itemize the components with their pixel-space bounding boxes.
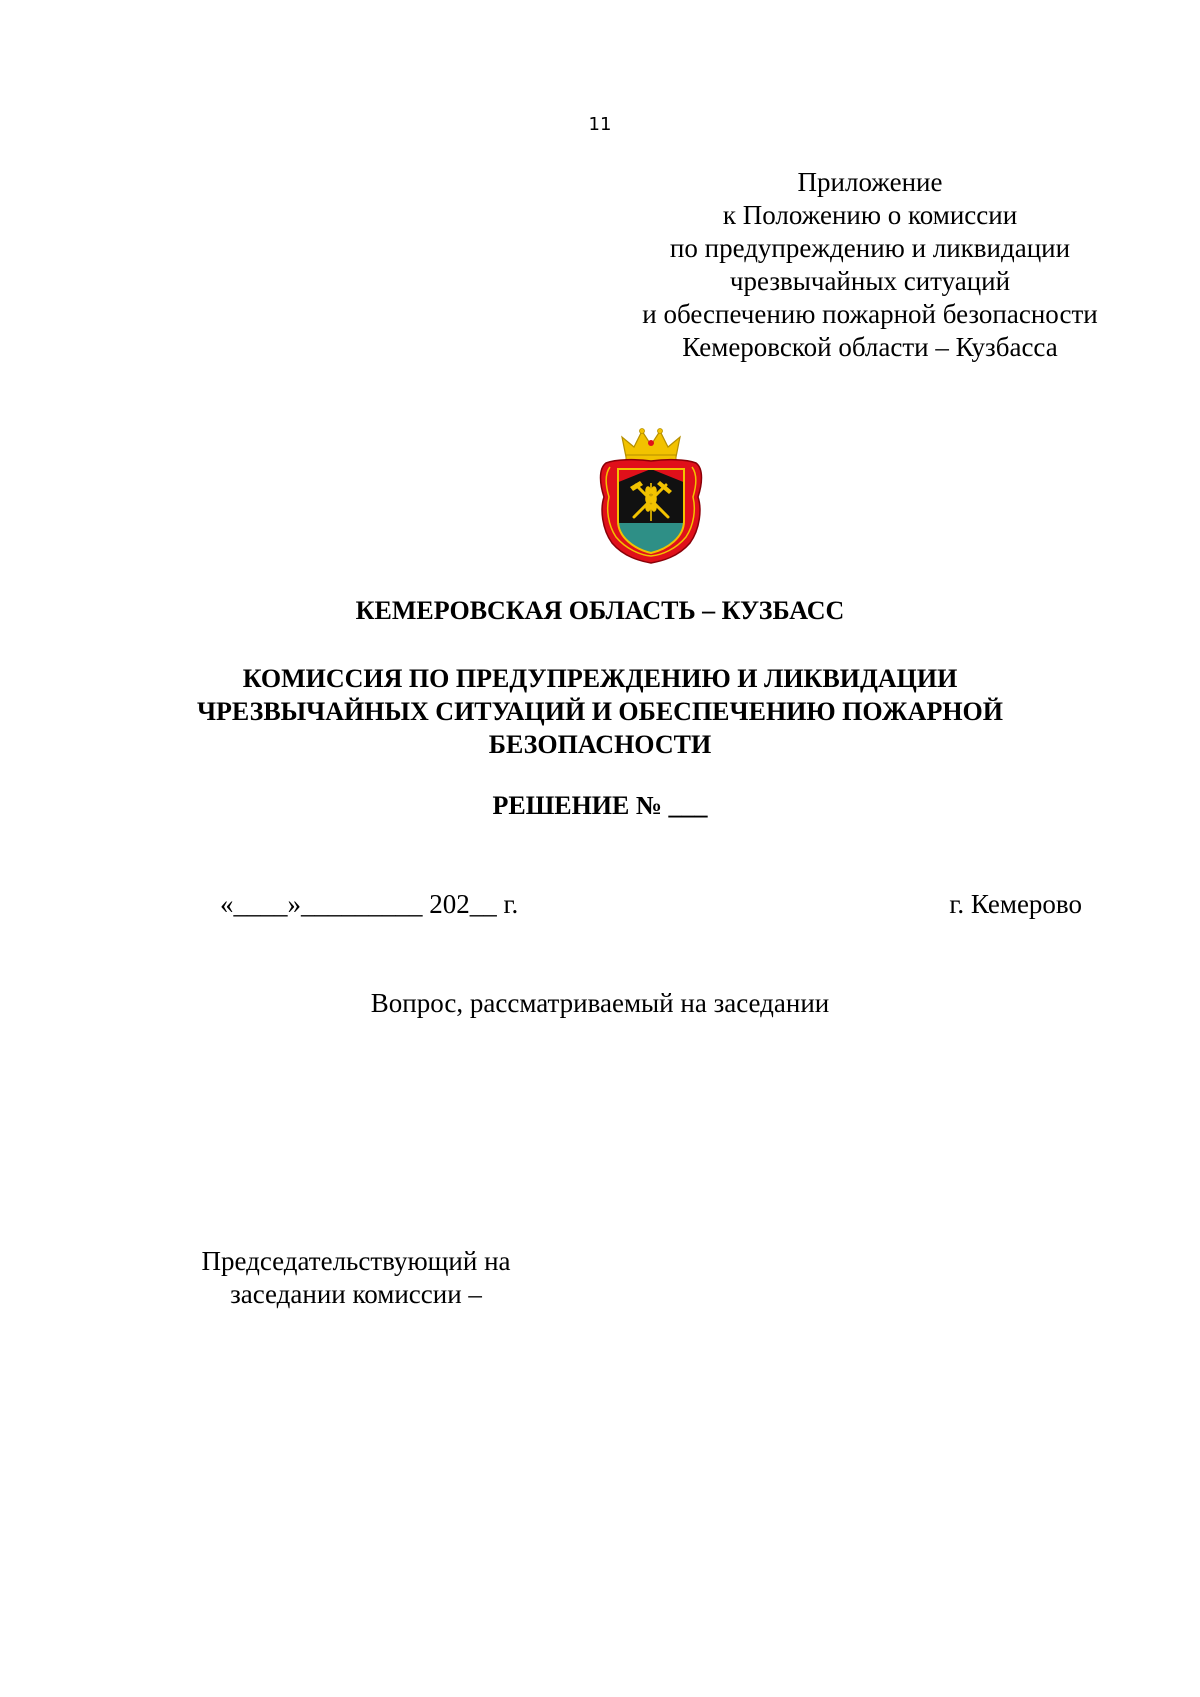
chair-signature-block <box>186 1245 526 1311</box>
appendix-line: и обеспечению пожарной безопасности <box>642 299 1098 329</box>
appendix-line: Приложение <box>797 167 943 197</box>
crown-icon <box>622 429 680 462</box>
question-heading: Вопрос, рассматриваемый на заседании <box>370 988 830 1018</box>
date-placeholder: «____»_________ 202__ г. <box>220 889 519 919</box>
commission-title-line: БЕЗОПАСНОСТИ <box>488 730 712 759</box>
appendix-line: Кемеровской области – Кузбасса <box>682 332 1058 362</box>
appendix-line: к Положению о комиссии <box>722 200 1018 230</box>
commission-title-line: ЧРЕЗВЫЧАЙНЫХ СИТУАЦИЙ И ОБЕСПЕЧЕНИЮ ПОЖАРНОЙ <box>196 697 1004 726</box>
chair-line: Председательствующий на <box>201 1246 511 1276</box>
appendix-line: чрезвычайных ситуаций <box>729 266 1011 296</box>
page-number: 11 <box>588 114 612 135</box>
appendix-line: по предупреждению и ликвидации <box>669 233 1071 263</box>
commission-title-line: КОМИССИЯ ПО ПРЕДУПРЕЖДЕНИЮ И ЛИКВИДАЦИИ <box>242 664 958 693</box>
decision-heading: РЕШЕНИЕ № ___ <box>492 791 708 820</box>
region-title: КЕМЕРОВСКАЯ ОБЛАСТЬ – КУЗБАСС <box>355 596 845 625</box>
chair-line: заседании комиссии – <box>230 1279 482 1309</box>
city-label: г. Кемерово <box>949 889 1082 919</box>
kuzbass-coat-of-arms-icon <box>596 425 706 565</box>
commission-title <box>0 662 1200 761</box>
appendix-block <box>620 166 1120 364</box>
